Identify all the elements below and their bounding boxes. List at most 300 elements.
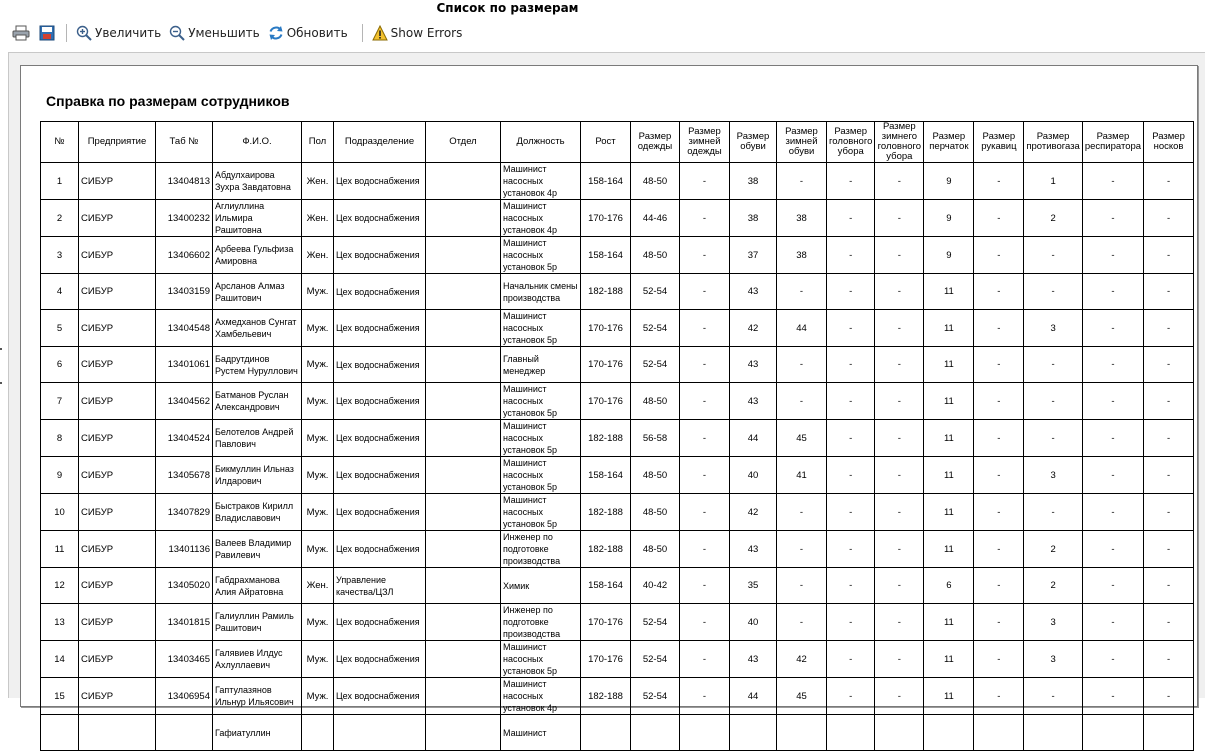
cell-otdel — [426, 274, 501, 310]
cell-shoe: 35 — [730, 568, 777, 604]
cell-what: - — [875, 383, 924, 420]
cell-shoe: 42 — [730, 494, 777, 531]
cell-pos: Машинист насосных установок 5р — [501, 457, 581, 494]
cell-dept: Цех водоснабжения — [334, 457, 426, 494]
cell-socks: - — [1144, 163, 1194, 200]
cell-what: - — [875, 457, 924, 494]
cell-shoe: 38 — [730, 163, 777, 200]
cell-dept: Цех водоснабжения — [334, 310, 426, 347]
cell-socks: - — [1144, 641, 1194, 678]
cell-cloth: 40-42 — [631, 568, 680, 604]
cell-tab: 13406602 — [156, 237, 213, 274]
cell-n: 1 — [41, 163, 79, 200]
cell-n: 8 — [41, 420, 79, 457]
column-header: Размер зимней одежды — [680, 122, 730, 163]
cell-resp: - — [1082, 163, 1143, 200]
cell-shoe: 38 — [730, 200, 777, 237]
cell-tab — [156, 715, 213, 751]
column-header: Ф.И.О. — [213, 122, 302, 163]
cell-sex: Муж. — [302, 457, 334, 494]
cell-gas: 3 — [1024, 604, 1082, 641]
cell-wshoe — [777, 715, 827, 751]
cell-cloth: 48-50 — [631, 531, 680, 568]
cell-hat: - — [827, 200, 875, 237]
cell-resp: - — [1082, 568, 1143, 604]
cell-wcloth: - — [680, 420, 730, 457]
cell-gas: 3 — [1024, 310, 1082, 347]
cell-sex: Муж. — [302, 274, 334, 310]
cell-org: СИБУР — [79, 494, 156, 531]
cell-fio: Быстраков Кирилл Владиславович — [213, 494, 302, 531]
cell-n: 7 — [41, 383, 79, 420]
toolbar-separator — [362, 24, 363, 42]
cell-pos: Машинист насосных установок 4р — [501, 200, 581, 237]
cell-n: 3 — [41, 237, 79, 274]
cell-height: 182-188 — [581, 420, 631, 457]
cell-org: СИБУР — [79, 237, 156, 274]
cell-socks: - — [1144, 347, 1194, 383]
show-errors-button[interactable] — [370, 22, 465, 44]
cell-hat: - — [827, 604, 875, 641]
cell-dept: Цех водоснабжения — [334, 604, 426, 641]
cell-otdel — [426, 237, 501, 274]
cell-n: 9 — [41, 457, 79, 494]
cell-gas: 1 — [1024, 163, 1082, 200]
cell-mitt: - — [974, 457, 1024, 494]
cell-cloth: 48-50 — [631, 457, 680, 494]
refresh-button[interactable] — [266, 22, 350, 44]
cell-dept: Цех водоснабжения — [334, 494, 426, 531]
cell-wshoe: - — [777, 347, 827, 383]
cell-gas: 2 — [1024, 568, 1082, 604]
cell-gas: 3 — [1024, 641, 1082, 678]
cell-sex: Жен. — [302, 163, 334, 200]
cell-wcloth: - — [680, 163, 730, 200]
cell-otdel — [426, 383, 501, 420]
cell-fio: Батманов Руслан Александрович — [213, 383, 302, 420]
cell-otdel — [426, 715, 501, 751]
cell-sex: Муж. — [302, 531, 334, 568]
cell-height: 170-176 — [581, 383, 631, 420]
cell-n: 5 — [41, 310, 79, 347]
splitter-mark — [0, 348, 2, 350]
table-row[interactable] — [41, 457, 1194, 494]
table-row[interactable] — [41, 715, 1194, 751]
cell-wcloth: - — [680, 531, 730, 568]
cell-resp: - — [1082, 383, 1143, 420]
cell-otdel — [426, 641, 501, 678]
cell-sex: Муж. — [302, 310, 334, 347]
cell-resp: - — [1082, 310, 1143, 347]
cell-mitt: - — [974, 383, 1024, 420]
cell-mitt: - — [974, 274, 1024, 310]
cell-org: СИБУР — [79, 641, 156, 678]
cell-tab: 13403159 — [156, 274, 213, 310]
cell-gloves: 11 — [924, 641, 974, 678]
column-header: Размер носков — [1144, 122, 1194, 163]
column-header: Пол — [302, 122, 334, 163]
cell-org: СИБУР — [79, 163, 156, 200]
cell-otdel — [426, 531, 501, 568]
cell-otdel — [426, 420, 501, 457]
cell-wshoe: - — [777, 531, 827, 568]
cell-mitt: - — [974, 568, 1024, 604]
cell-wcloth: - — [680, 641, 730, 678]
show-errors-label: Show Errors — [390, 26, 463, 40]
cell-gloves: 11 — [924, 347, 974, 383]
cell-dept: Цех водоснабжения — [334, 237, 426, 274]
cell-pos: Инженер по подготовке производства — [501, 531, 581, 568]
window-title: Список по размерам — [436, 1, 579, 15]
cell-gloves: 9 — [924, 200, 974, 237]
cell-gloves: 11 — [924, 531, 974, 568]
cell-shoe: 37 — [730, 237, 777, 274]
cell-gas: - — [1024, 383, 1082, 420]
warning-icon — [372, 25, 388, 41]
cell-dept: Цех водоснабжения — [334, 531, 426, 568]
table-row[interactable] — [41, 274, 1194, 310]
cell-gloves: 11 — [924, 420, 974, 457]
column-header: Подразделение — [334, 122, 426, 163]
zoom-in-button[interactable] — [74, 22, 163, 44]
cell-otdel — [426, 457, 501, 494]
cell-gloves: 11 — [924, 457, 974, 494]
cell-tab: 13401136 — [156, 531, 213, 568]
cell-dept: Цех водоснабжения — [334, 678, 426, 715]
cell-gloves: 11 — [924, 604, 974, 641]
cell-pos: Машинист насосных установок 4р — [501, 678, 581, 715]
cell-wcloth: - — [680, 604, 730, 641]
cell-wshoe: 44 — [777, 310, 827, 347]
cell-org — [79, 715, 156, 751]
cell-shoe — [730, 715, 777, 751]
cell-wcloth: - — [680, 274, 730, 310]
cell-what: - — [875, 604, 924, 641]
cell-n — [41, 715, 79, 751]
cell-height: 158-164 — [581, 457, 631, 494]
cell-n: 6 — [41, 347, 79, 383]
cell-org: СИБУР — [79, 420, 156, 457]
cell-tab: 13404524 — [156, 420, 213, 457]
table-row[interactable] — [41, 237, 1194, 274]
table-row[interactable] — [41, 383, 1194, 420]
cell-shoe: 44 — [730, 678, 777, 715]
column-header: Отдел — [426, 122, 501, 163]
table-row[interactable] — [41, 420, 1194, 457]
cell-resp: - — [1082, 604, 1143, 641]
cell-n: 2 — [41, 200, 79, 237]
cell-hat: - — [827, 274, 875, 310]
cell-dept: Цех водоснабжения — [334, 641, 426, 678]
cell-cloth: 48-50 — [631, 383, 680, 420]
cell-fio: Ахмедханов Сунгат Хамбельевич — [213, 310, 302, 347]
cell-gas: - — [1024, 274, 1082, 310]
cell-sex: Муж. — [302, 641, 334, 678]
table-row[interactable] — [41, 200, 1194, 237]
cell-cloth: 44-46 — [631, 200, 680, 237]
cell-fio: Аглиуллина Ильмира Рашитовна — [213, 200, 302, 237]
cell-what — [875, 715, 924, 751]
cell-gas: - — [1024, 678, 1082, 715]
cell-tab: 13404562 — [156, 383, 213, 420]
cell-wcloth: - — [680, 383, 730, 420]
cell-sex: Муж. — [302, 383, 334, 420]
cell-hat: - — [827, 163, 875, 200]
cell-height — [581, 715, 631, 751]
cell-fio: Арбеева Гульфиза Амировна — [213, 237, 302, 274]
table-row[interactable] — [41, 347, 1194, 383]
cell-shoe: 42 — [730, 310, 777, 347]
cell-gloves: 9 — [924, 237, 974, 274]
cell-gas — [1024, 715, 1082, 751]
table-row[interactable] — [41, 641, 1194, 678]
cell-wshoe: - — [777, 274, 827, 310]
cell-cloth: 48-50 — [631, 163, 680, 200]
cell-fio: Галявиев Илдус Ахлуллаевич — [213, 641, 302, 678]
cell-pos: Машинист насосных установок 5р — [501, 383, 581, 420]
cell-what: - — [875, 641, 924, 678]
cell-socks: - — [1144, 310, 1194, 347]
cell-wshoe: - — [777, 163, 827, 200]
cell-mitt: - — [974, 163, 1024, 200]
table-row[interactable] — [41, 494, 1194, 531]
cell-org: СИБУР — [79, 678, 156, 715]
column-header: Размер рукавиц — [974, 122, 1024, 163]
column-header: Размер зимнего головного убора — [875, 122, 924, 163]
cell-what: - — [875, 237, 924, 274]
cell-dept: Цех водоснабжения — [334, 200, 426, 237]
cell-hat: - — [827, 237, 875, 274]
cell-org: СИБУР — [79, 457, 156, 494]
splitter-mark — [0, 382, 2, 384]
cell-org: СИБУР — [79, 383, 156, 420]
column-header: Должность — [501, 122, 581, 163]
cell-what: - — [875, 347, 924, 383]
cell-shoe: 40 — [730, 604, 777, 641]
cell-height: 158-164 — [581, 568, 631, 604]
cell-otdel — [426, 678, 501, 715]
cell-gloves: 11 — [924, 383, 974, 420]
cell-shoe: 43 — [730, 274, 777, 310]
cell-shoe: 43 — [730, 641, 777, 678]
cell-resp: - — [1082, 347, 1143, 383]
cell-what: - — [875, 274, 924, 310]
zoom-in-icon — [76, 25, 92, 41]
column-header: Размер обуви — [730, 122, 777, 163]
cell-shoe: 43 — [730, 531, 777, 568]
cell-wshoe: - — [777, 604, 827, 641]
cell-socks: - — [1144, 383, 1194, 420]
cell-mitt — [974, 715, 1024, 751]
cell-mitt: - — [974, 531, 1024, 568]
refresh-icon — [268, 25, 284, 41]
cell-cloth: 48-50 — [631, 494, 680, 531]
cell-mitt: - — [974, 494, 1024, 531]
cell-otdel — [426, 163, 501, 200]
table-row[interactable] — [41, 531, 1194, 568]
cell-resp: - — [1082, 641, 1143, 678]
cell-gas: - — [1024, 420, 1082, 457]
cell-tab: 13406954 — [156, 678, 213, 715]
cell-pos: Химик — [501, 568, 581, 604]
cell-tab: 13405020 — [156, 568, 213, 604]
cell-what: - — [875, 494, 924, 531]
cell-gas: 2 — [1024, 531, 1082, 568]
cell-n: 12 — [41, 568, 79, 604]
cell-org: СИБУР — [79, 568, 156, 604]
cell-wcloth: - — [680, 200, 730, 237]
cell-tab: 13401815 — [156, 604, 213, 641]
cell-tab: 13404813 — [156, 163, 213, 200]
cell-dept — [334, 715, 426, 751]
cell-org: СИБУР — [79, 200, 156, 237]
report-title: Справка по размерам сотрудников — [46, 93, 290, 109]
cell-org: СИБУР — [79, 604, 156, 641]
cell-wshoe: 38 — [777, 237, 827, 274]
cell-resp: - — [1082, 237, 1143, 274]
cell-hat: - — [827, 347, 875, 383]
cell-height: 182-188 — [581, 678, 631, 715]
cell-dept: Цех водоснабжения — [334, 163, 426, 200]
cell-tab: 13407829 — [156, 494, 213, 531]
cell-mitt: - — [974, 420, 1024, 457]
cell-mitt: - — [974, 678, 1024, 715]
column-header: Таб № — [156, 122, 213, 163]
cell-resp: - — [1082, 678, 1143, 715]
cell-cloth — [631, 715, 680, 751]
cell-cloth: 52-54 — [631, 347, 680, 383]
cell-socks — [1144, 715, 1194, 751]
cell-wcloth: - — [680, 237, 730, 274]
cell-wshoe: - — [777, 494, 827, 531]
cell-fio: Бикмуллин Ильназ Илдарович — [213, 457, 302, 494]
cell-shoe: 43 — [730, 347, 777, 383]
cell-socks: - — [1144, 200, 1194, 237]
cell-resp: - — [1082, 420, 1143, 457]
cell-hat: - — [827, 494, 875, 531]
cell-socks: - — [1144, 531, 1194, 568]
cell-pos: Машинист — [501, 715, 581, 751]
cell-resp: - — [1082, 531, 1143, 568]
cell-tab: 13403465 — [156, 641, 213, 678]
cell-wshoe: 45 — [777, 420, 827, 457]
cell-gas: - — [1024, 494, 1082, 531]
cell-height: 170-176 — [581, 641, 631, 678]
cell-gloves: 11 — [924, 494, 974, 531]
cell-cloth: 52-54 — [631, 274, 680, 310]
cell-n: 14 — [41, 641, 79, 678]
cell-height: 170-176 — [581, 200, 631, 237]
cell-otdel — [426, 200, 501, 237]
cell-cloth: 48-50 — [631, 237, 680, 274]
zoom-in-label: Увеличить — [95, 26, 162, 40]
cell-pos: Машинист насосных установок 5р — [501, 494, 581, 531]
cell-shoe: 43 — [730, 383, 777, 420]
cell-sex: Жен. — [302, 568, 334, 604]
cell-hat: - — [827, 420, 875, 457]
table-row[interactable] — [41, 310, 1194, 347]
cell-shoe: 40 — [730, 457, 777, 494]
cell-what: - — [875, 678, 924, 715]
cell-wcloth: - — [680, 347, 730, 383]
cell-fio: Габдрахманова Алия Айратовна — [213, 568, 302, 604]
cell-dept: Управление качества/ЦЗЛ — [334, 568, 426, 604]
cell-wshoe: - — [777, 383, 827, 420]
cell-height: 158-164 — [581, 163, 631, 200]
cell-shoe: 44 — [730, 420, 777, 457]
refresh-label: Обновить — [286, 26, 348, 40]
cell-mitt: - — [974, 310, 1024, 347]
cell-org: СИБУР — [79, 531, 156, 568]
cell-gloves — [924, 715, 974, 751]
cell-what: - — [875, 200, 924, 237]
cell-pos: Главный менеджер — [501, 347, 581, 383]
cell-gloves: 6 — [924, 568, 974, 604]
cell-fio: Белотелов Андрей Павлович — [213, 420, 302, 457]
cell-n: 11 — [41, 531, 79, 568]
table-header-row — [41, 122, 1194, 163]
cell-resp: - — [1082, 274, 1143, 310]
cell-n: 4 — [41, 274, 79, 310]
cell-hat: - — [827, 678, 875, 715]
cell-fio: Арсланов Алмаз Рашитович — [213, 274, 302, 310]
cell-wcloth — [680, 715, 730, 751]
cell-socks: - — [1144, 237, 1194, 274]
cell-tab: 13404548 — [156, 310, 213, 347]
cell-what: - — [875, 568, 924, 604]
cell-n: 13 — [41, 604, 79, 641]
cell-socks: - — [1144, 494, 1194, 531]
cell-cloth: 56-58 — [631, 420, 680, 457]
cell-socks: - — [1144, 420, 1194, 457]
table-row[interactable] — [41, 163, 1194, 200]
cell-height: 158-164 — [581, 237, 631, 274]
cell-mitt: - — [974, 200, 1024, 237]
column-header: Размер зимней обуви — [777, 122, 827, 163]
cell-gloves: 11 — [924, 310, 974, 347]
cell-socks: - — [1144, 457, 1194, 494]
cell-n: 10 — [41, 494, 79, 531]
cell-sex: Муж. — [302, 604, 334, 641]
cell-gloves: 9 — [924, 163, 974, 200]
cell-otdel — [426, 310, 501, 347]
cell-gas: - — [1024, 347, 1082, 383]
cell-height: 170-176 — [581, 604, 631, 641]
zoom-out-icon — [169, 25, 185, 41]
cell-dept: Цех водоснабжения — [334, 274, 426, 310]
column-header: Предприятие — [79, 122, 156, 163]
cell-resp: - — [1082, 494, 1143, 531]
cell-what: - — [875, 310, 924, 347]
cell-pos: Начальник смены производства — [501, 274, 581, 310]
cell-otdel — [426, 347, 501, 383]
table-row[interactable] — [41, 604, 1194, 641]
zoom-out-label: Уменьшить — [188, 26, 260, 40]
cell-cloth: 52-54 — [631, 310, 680, 347]
cell-cloth: 52-54 — [631, 678, 680, 715]
cell-hat: - — [827, 310, 875, 347]
page-setup-icon[interactable] — [36, 22, 58, 44]
cell-hat: - — [827, 383, 875, 420]
print-icon[interactable] — [10, 22, 32, 44]
cell-socks: - — [1144, 274, 1194, 310]
table-row[interactable] — [41, 678, 1194, 715]
zoom-out-button[interactable] — [167, 22, 262, 44]
cell-tab: 13401061 — [156, 347, 213, 383]
table-row[interactable] — [41, 568, 1194, 604]
cell-socks: - — [1144, 568, 1194, 604]
cell-wshoe: - — [777, 568, 827, 604]
